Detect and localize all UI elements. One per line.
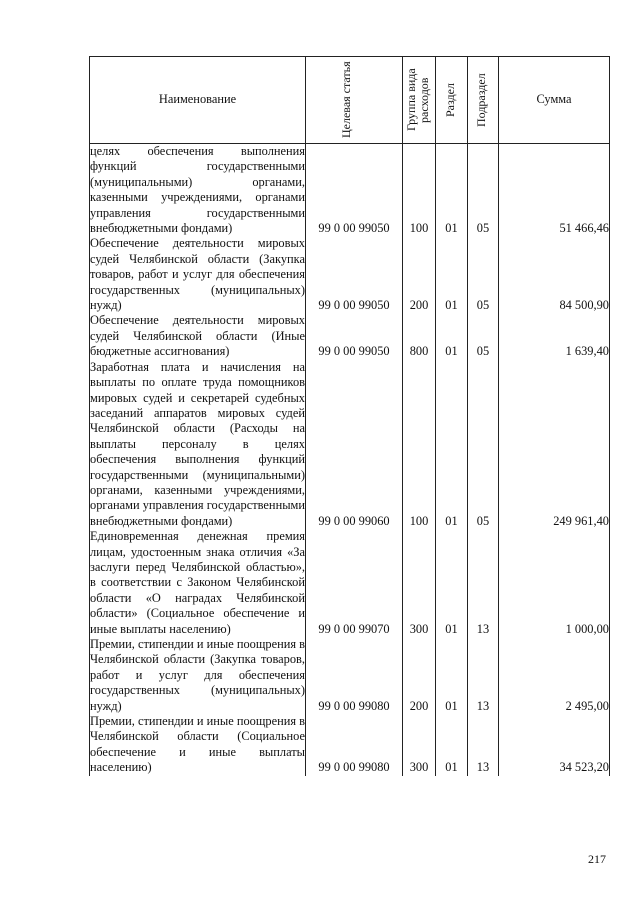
header-group-text: Группа вида расходов — [404, 68, 431, 132]
row-group: 300 — [403, 714, 436, 776]
row-section: 01 — [436, 313, 468, 359]
header-target-text: Целевая статья — [339, 61, 353, 139]
row-subsection: 13 — [468, 529, 499, 637]
row-subsection: 05 — [468, 313, 499, 359]
table-header — [90, 57, 610, 144]
row-section: 01 — [436, 144, 468, 237]
row-name: Обеспечение деятельности мировых судей Челябинской области (Иные бюджетные ассигнования) — [90, 313, 305, 359]
table-row — [90, 360, 610, 529]
row-sum: 2 495,00 — [499, 637, 610, 714]
row-section: 01 — [436, 236, 468, 313]
header-subsection-text: Подраздел — [474, 73, 488, 127]
row-target-code: 99 0 00 99050 — [306, 236, 403, 313]
table-row — [90, 144, 610, 237]
header-group — [403, 57, 436, 144]
row-name: Премии, стипендии и иные поощрения в Челябинской области (Закупка товаров, работ и услуг для обеспечения государственных (муниципальных) нужд) — [90, 637, 305, 713]
row-target-code: 99 0 00 99050 — [306, 144, 403, 237]
row-sum: 1 000,00 — [499, 529, 610, 637]
row-section: 01 — [436, 637, 468, 714]
table-row — [90, 637, 610, 714]
row-name: целях обеспечения выполнения функций государственными (муниципальными) органами, казенными учреждениями, органами управления государственными внебюджетными фондами) — [90, 144, 305, 236]
row-sum: 51 466,46 — [499, 144, 610, 237]
row-section: 01 — [436, 529, 468, 637]
row-subsection: 05 — [468, 236, 499, 313]
row-sum: 1 639,40 — [499, 313, 610, 359]
table-row — [90, 313, 610, 359]
row-group: 200 — [403, 236, 436, 313]
row-sum: 249 961,40 — [499, 360, 610, 529]
table-row — [90, 714, 610, 776]
budget-table — [89, 56, 610, 776]
row-sum: 34 523,20 — [499, 714, 610, 776]
row-name: Единовременная денежная премия лицам, удостоенным знака отличия «За заслуги перед Челябинской областью», в соответствии с Законом Челябинской области «О наградах Челябинской области» (Социальное обеспечение и иные выплаты населению) — [90, 529, 305, 636]
row-target-code: 99 0 00 99060 — [306, 360, 403, 529]
row-sum: 84 500,90 — [499, 236, 610, 313]
row-group: 100 — [403, 360, 436, 529]
row-name: Премии, стипендии и иные поощрения в Челябинской области (Социальное обеспечение и иные выплаты населению) — [90, 714, 305, 775]
header-sum: Сумма — [499, 57, 610, 144]
header-name: Наименование — [90, 57, 306, 144]
row-group: 100 — [403, 144, 436, 237]
row-section: 01 — [436, 360, 468, 529]
row-group: 800 — [403, 313, 436, 359]
row-subsection: 05 — [468, 360, 499, 529]
row-target-code: 99 0 00 99070 — [306, 529, 403, 637]
row-subsection: 05 — [468, 144, 499, 237]
row-name: Заработная плата и начисления на выплаты по оплате труда помощников мировых судей и секретарей судебных заседаний аппаратов мировых судей Челябинской области (Расходы на выплаты персоналу в целях обеспечения выполнения функций государственными (муниципальными) органами, казенными учреждениями, органами управления государственными внебюджетными фондами) — [90, 359, 305, 528]
header-subsection — [468, 57, 499, 144]
row-subsection: 13 — [468, 714, 499, 776]
row-section: 01 — [436, 714, 468, 776]
table-row — [90, 236, 610, 313]
row-group: 200 — [403, 637, 436, 714]
header-section — [436, 57, 468, 144]
page-number: 217 — [588, 852, 606, 866]
row-target-code: 99 0 00 99080 — [306, 637, 403, 714]
row-name: Обеспечение деятельности мировых судей Челябинской области (Закупка товаров, работ и услуг для обеспечения государственных (муниципальных) нужд) — [90, 236, 305, 313]
row-target-code: 99 0 00 99050 — [306, 313, 403, 359]
row-subsection: 13 — [468, 637, 499, 714]
row-target-code: 99 0 00 99080 — [306, 714, 403, 776]
row-group: 300 — [403, 529, 436, 637]
table-row — [90, 529, 610, 637]
header-section-text: Раздел — [442, 83, 457, 117]
header-target — [306, 57, 403, 144]
